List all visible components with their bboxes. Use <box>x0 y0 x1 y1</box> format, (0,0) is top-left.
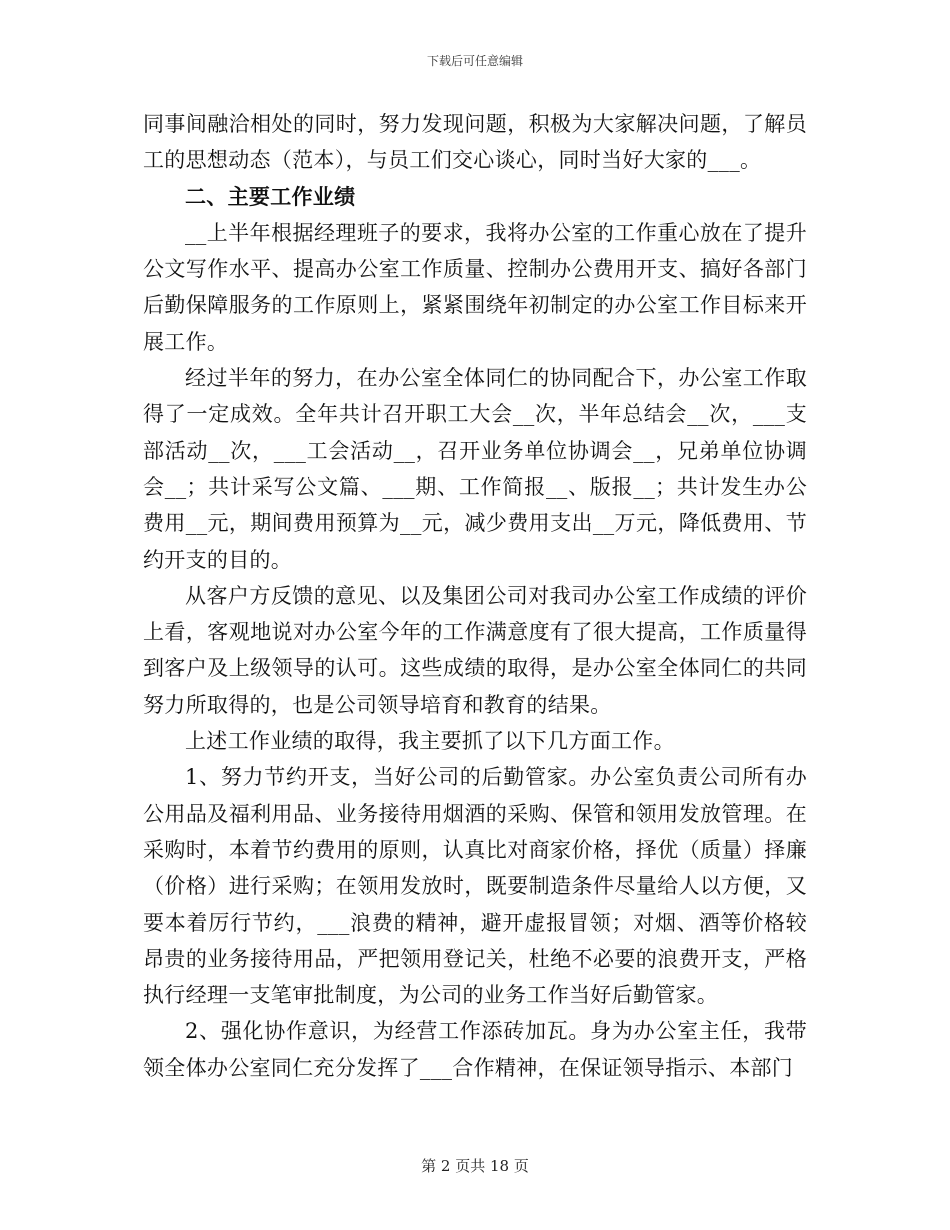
paragraph-work-focus: __上半年根据经理班子的要求，我将办公室的工作重心放在了提升公文写作水平、提高办公室工作质量、控制办公费用开支、搞好各部门后勤保障服务的工作原则上，紧紧围绕年初制定的办公室工作目标来开展工作。 <box>143 220 807 354</box>
paragraph-item-2: 2、强化协作意识，为经营工作添砖加瓦。身为办公室主任，我带领全体办公室同仁充分发挥了___合作精神，在保证领导指示、本部门 <box>143 1019 807 1080</box>
document-body <box>143 106 807 1086</box>
section-heading: 二、主要工作业绩 <box>185 183 356 209</box>
paragraph-summary: 上述工作业绩的取得，我主要抓了以下几方面工作。 <box>185 729 675 754</box>
paragraph-item-1: 1、努力节约开支，当好公司的后勤管家。办公室负责公司所有办公用品及福利用品、业务接待用烟酒的采购、保管和领用发放管理。在采购时，本着节约费用的原则，认真比对商家价格，择优（质量）择廉（价格）进行采购；在领用发放时，既要制造条件尽量给人以方便，又要本着厉行节约，___浪费的精神，避开虚报冒领；对烟、酒等价格较昂贵的业务接待用品，严把领用登记关，杜绝不必要的浪费开支，严格执行经理一支笔审批制度，为公司的业务工作当好后勤管家。 <box>143 765 807 1008</box>
paragraph-results: 经过半年的努力，在办公室全体同仁的协同配合下，办公室工作取得了一定成效。全年共计召开职工大会__次，半年总结会__次，___支部活动__次，___工会活动__，召开业务单位协调会__，兄弟单位协调会__；共计采写公文篇、___期、工作简报__、版报__；共计发生办公费用__元，期间费用预算为__元，减少费用支出__万元，降低费用、节约开支的目的。 <box>143 366 807 572</box>
page-header: 下载后可任意编辑 <box>426 54 523 68</box>
paragraph-feedback: 从客户方反馈的意见、以及集团公司对我司办公室工作成绩的评价上看，客观地说对办公室今年的工作满意度有了很大提高，工作质量得到客户及上级领导的认可。这些成绩的取得，是办公室全体同仁的共同努力所取得的，也是公司领导培育和教育的结果。 <box>143 583 807 717</box>
paragraph-continued: 同事间融洽相处的同时，努力发现问题，积极为大家解决问题，了解员工的思想动态（范本），与员工们交心谈心，同时当好大家的___。 <box>143 112 807 173</box>
page-footer: 第 2 页共 18 页 <box>421 1157 529 1175</box>
